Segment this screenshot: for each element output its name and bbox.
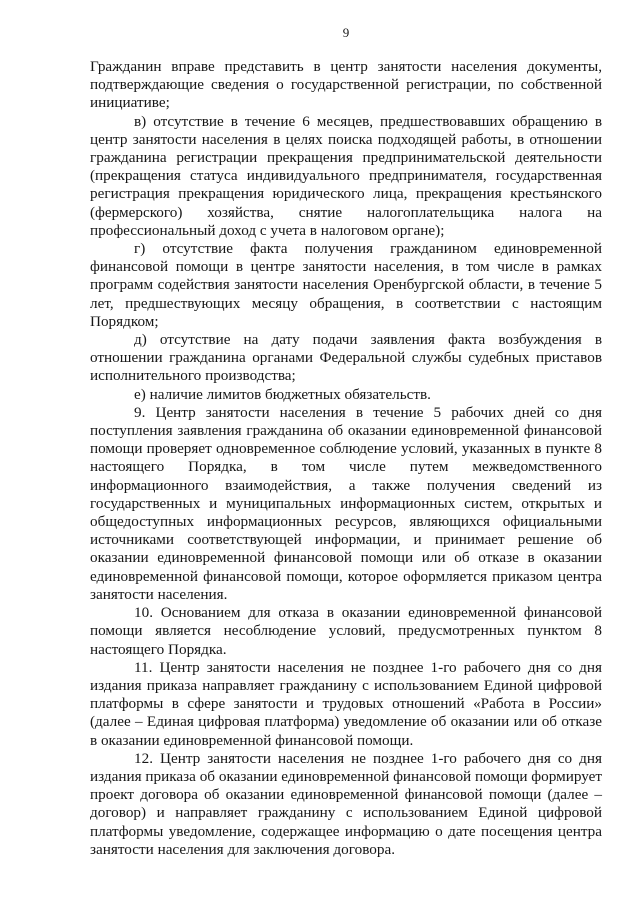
paragraph-item-12: 12. Центр занятости населения не позднее 1-го рабочего дня со дня издания приказа об оказании единовременной финансовой помощи формирует проект договора об оказании единовременной финансовой помощи (далее – договор) и направляет гражданину с использованием Единой цифровой платформы уведомление, содержащее информацию о дате посещения центра занятости населения для заключения договора. — [90, 749, 602, 858]
paragraph-condition-v: в) отсутствие в течение 6 месяцев, предшествовавших обращению в центр занятости населения в целях поиска подходящей работы, в отношении гражданина регистрации прекращения предпринимательской деятельности (прекращения статуса индивидуального предпринимателя, государственная регистрация прекращения юридического лица, прекращения крестьянского (фермерского) хозяйства, снятие налогоплательщика налога на профессиональный доход с учета в налоговом органе); — [90, 112, 602, 239]
paragraph-item-11: 11. Центр занятости населения не позднее 1-го рабочего дня со дня издания приказа направляет гражданину с использованием Единой цифровой платформы в сфере занятости и трудовых отношений «Работа в России» (далее – Единая цифровая платформа) уведомление об оказании или об отказе в оказании единовременной финансовой помощи. — [90, 658, 602, 749]
paragraph-condition-d: д) отсутствие на дату подачи заявления факта возбуждения в отношении гражданина органами Федеральной службы судебных приставов исполнительного производства; — [90, 331, 602, 385]
paragraph-item-10: 10. Основанием для отказа в оказании единовременной финансовой помощи является несоблюдение условий, предусмотренных пунктом 8 настоящего Порядка. — [90, 604, 602, 658]
page-number: 9 — [342, 25, 350, 40]
paragraph-condition-g: г) отсутствие факта получения гражданином единовременной финансовой помощи в центре занятости населения, в том числе в рамках программ содействия занятости населения Оренбургской области, в течение 5 лет, предшествующих месяцу обращения, в соответствии с настоящим Порядком; — [90, 240, 602, 330]
document-body — [90, 58, 602, 859]
paragraph-condition-e: е) наличие лимитов бюджетных обязательств. — [134, 385, 431, 403]
paragraph-item-9: 9. Центр занятости населения в течение 5 рабочих дней со дня поступления заявления гражданина об оказании единовременной финансовой помощи проверяет одновременное соблюдение условий, указанных в пункте 8 настоящего Порядка, в том числе путем межведомственного информационного взаимодействия, а также получения сведений из государственных и муниципальных информационных систем, открытых и общедоступных информационных ресурсов, являющихся официальными источниками соответствующей информации, и принимает решение об оказании единовременной финансовой помощи или об отказе в оказании единовременной финансовой помощи, которое оформляется приказом центра занятости населения. — [90, 403, 602, 603]
paragraph-citizen-documents: Гражданин вправе представить в центр занятости населения документы, подтверждающие сведения о государственной регистрации, по собственной инициативе; — [90, 58, 602, 112]
